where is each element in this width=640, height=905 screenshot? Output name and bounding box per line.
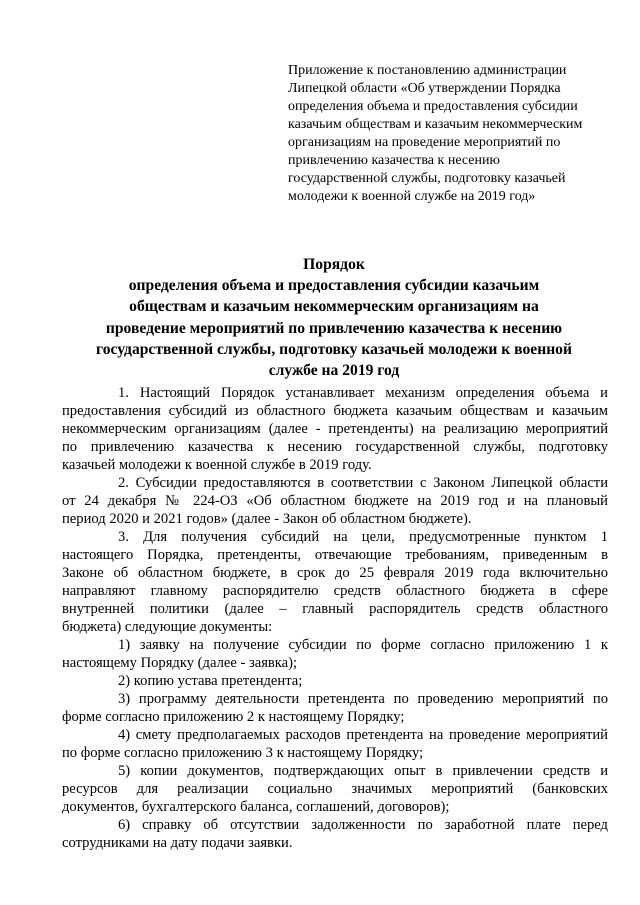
body-line: от 24 декабря № 224-ОЗ «Об областном бюджете на 2019 год и на плановый — [62, 493, 608, 509]
appendix-line: определения объема и предоставления субсидии — [288, 99, 578, 114]
body-line: 2. Субсидии предоставляются в соответствии с Законом Липецкой области — [118, 475, 608, 491]
list-item-line: 6) справку об отсутствии задолженности по заработной плате перед — [118, 817, 608, 833]
list-item-line: ресурсов для реализации социально значимых мероприятий (банковских — [62, 781, 608, 797]
body-line: 3. Для получения субсидий на цели, предусмотренные пунктом 1 — [118, 529, 608, 545]
body-line: 1. Настоящий Порядок устанавливает механизм определения объема и — [118, 385, 608, 401]
body-line: внутренней политики (далее – главный распорядитель средств областного — [62, 601, 608, 617]
list-item-line: 5) копии документов, подтверждающих опыт в привлечении средств и — [118, 763, 608, 779]
body-line: предоставления субсидий из областного бюджета казачьим обществам и казачьим — [62, 403, 608, 419]
body-line: направляют главному распорядителю средств областного бюджета в сфере — [62, 583, 608, 599]
title-heading: Порядок — [303, 256, 365, 273]
appendix-line: привлечению казачества к несению — [288, 153, 500, 168]
list-item-line: настоящему Порядку (далее - заявка); — [62, 655, 298, 671]
body-line: период 2020 и 2021 годов» (далее - Закон об областном бюджете). — [62, 511, 472, 527]
title-line: государственной службы, подготовку казачьей молодежи к военной — [96, 340, 572, 358]
body-line: настоящего Порядка, претенденты, отвечающие требованиям, приведенным в — [62, 547, 608, 563]
title-line: проведение мероприятий по привлечению казачества к несению — [105, 319, 563, 337]
appendix-line: казачьим обществам и казачьим некоммерческим — [288, 117, 583, 132]
list-item-line: по форме согласно приложению 3 к настоящему Порядку; — [62, 745, 424, 761]
body-line: Законе об областном бюджете, в срок до 25 февраля 2019 года включительно — [62, 565, 608, 581]
list-item-line: форме согласно приложению 2 к настоящему Порядку; — [62, 709, 405, 725]
body-line: некоммерческим организациям (далее - претенденты) на реализацию мероприятий — [62, 421, 608, 437]
appendix-line: молодежи к военной службе на 2019 год» — [288, 189, 536, 204]
appendix-line: Приложение к постановлению администрации — [288, 63, 567, 78]
appendix-line: государственной службы, подготовку казачьей — [288, 171, 566, 186]
list-item-line: документов, бухгалтерского баланса, соглашений, договоров); — [62, 799, 450, 815]
body-line: бюджета) следующие документы: — [62, 619, 273, 635]
appendix-line: организациям на проведение мероприятий по — [288, 135, 561, 150]
appendix-note — [288, 62, 608, 206]
list-item-line: 2) копию устава претендента; — [118, 673, 303, 689]
title-line: определения объема и предоставления субсидии казачьим — [128, 277, 540, 295]
body-line: казачьей молодежи к военной службе в 2019 году. — [62, 457, 372, 473]
list-item-line: 1) заявку на получение субсидии по форме согласно приложению 1 к — [118, 637, 608, 653]
list-item-line: 4) смету предполагаемых расходов претендента на проведение мероприятий — [118, 727, 608, 743]
document-title — [58, 254, 610, 381]
body-line: по привлечению казачества к несению государственной службы, подготовку — [62, 439, 608, 455]
title-line: службе на 2019 год — [268, 362, 400, 380]
list-item-line: 3) программу деятельности претендента по проведению мероприятий по — [118, 691, 608, 707]
document-body — [62, 384, 608, 852]
title-line: обществам и казачьим некоммерческим организациям на — [129, 298, 539, 316]
list-item-line: сотрудниками на дату подачи заявки. — [62, 835, 293, 851]
appendix-line: Липецкой области «Об утверждении Порядка — [288, 81, 561, 96]
